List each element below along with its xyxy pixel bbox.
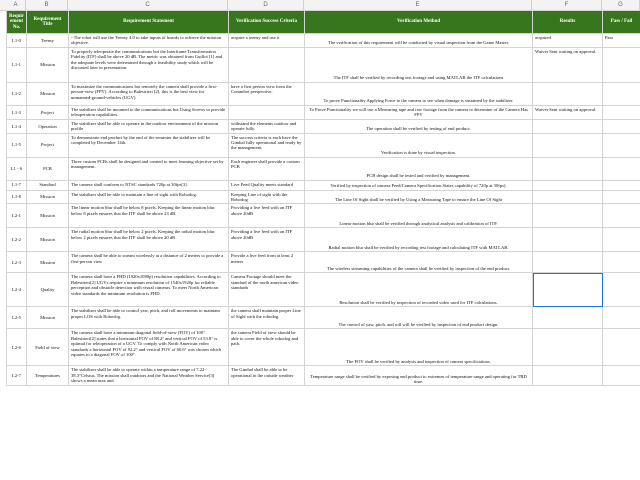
verification-method-cell[interactable]: The ITF shall be verified by recording test footage and using MATLAB the ITF calculations	[305, 47, 533, 82]
pass-fail-cell[interactable]	[603, 307, 640, 329]
verification-method-cell[interactable]: Verification is done by visual inspection.	[305, 133, 533, 157]
table-row	[7, 105, 640, 119]
pass-fail-cell[interactable]	[603, 157, 640, 180]
requirement-title-cell[interactable]: Teensy	[27, 34, 69, 48]
requirement-title-cell[interactable]: Temperatures	[27, 366, 69, 386]
requirement-statement-cell[interactable]: The camera shall have a minimum diagonal field-of-view (FOV) of 100°. Balestrieri[2] states that a horizontal FOV of 88.2° and vertical FOV of 53.8° is optimal for teleoperation of a UGV. To comply with North American video standards a horizontal FOV of 92.2° and vertical FOV of 60.6° was chosen which equates to a diagonal FOV of 100°.	[69, 329, 229, 366]
verification-method-cell[interactable]: The operation shall be verified by testing of end product.	[305, 119, 533, 133]
verification-criteria-cell[interactable]	[229, 47, 305, 82]
verification-criteria-cell[interactable]: Providing a live feed with an ITF above 20dB	[229, 228, 305, 252]
results-cell[interactable]	[533, 82, 603, 105]
verification-method-cell[interactable]: The verification of this requirement will be conducted by visual inspection from the Game Master.	[305, 34, 533, 48]
verification-method-cell[interactable]: Linear motion blur shall be verified through analytical analysis and calibration of ITF.	[305, 204, 533, 228]
requirement-no-cell[interactable]: L1-1	[7, 47, 27, 82]
verification-criteria-cell[interactable]: the camera Field of view should be able to cover the whole robodog and path.	[229, 329, 305, 366]
results-cell[interactable]: Waiver Sent waiting on approval.	[533, 105, 603, 119]
pass-fail-cell[interactable]	[603, 329, 640, 366]
table-row	[7, 82, 640, 105]
pass-fail-cell[interactable]	[603, 47, 640, 82]
column-e-header[interactable]: E	[304, 0, 532, 10]
header-requirement-no[interactable]: Requirement No.	[7, 11, 27, 34]
pass-fail-cell[interactable]	[603, 190, 640, 204]
table-row	[7, 47, 640, 82]
results-cell[interactable]: Waiver Sent waiting on approval.	[533, 47, 603, 82]
requirement-statement-cell[interactable]: The stabilizer shall be mounted to the communications bot Using Screws to provide teleoperation capabilities.	[69, 105, 229, 119]
pass-fail-cell[interactable]	[603, 228, 640, 252]
requirement-no-cell[interactable]: L2-3	[7, 252, 27, 273]
requirement-statement-cell[interactable]: To demonstrate end product by the end of the semester the stabilizer will be completed by December 14th.	[69, 133, 229, 157]
requirement-statement-cell[interactable]: The stabilizer shall be able to control yaw, pitch, and roll movements to maintain proper LOS with Robodog.	[69, 307, 229, 329]
requirement-title-cell[interactable]: Quality	[27, 273, 69, 307]
requirement-no-cell[interactable]: L2-7	[7, 366, 27, 386]
pass-fail-cell[interactable]	[603, 366, 640, 386]
column-d-header[interactable]: D	[228, 0, 304, 10]
results-cell[interactable]	[533, 204, 603, 228]
requirement-title-cell[interactable]: Project	[27, 105, 69, 119]
requirement-title-cell[interactable]: Mission	[27, 82, 69, 105]
pass-fail-cell[interactable]	[603, 119, 640, 133]
verification-criteria-cell[interactable]: Keeping Line of sight with the Robodog	[229, 190, 305, 204]
requirement-title-cell[interactable]: Mission	[27, 228, 69, 252]
requirement-title-cell[interactable]: Mission	[27, 204, 69, 228]
requirement-no-cell[interactable]: L1-7	[7, 180, 27, 190]
column-c-header[interactable]: C	[68, 0, 228, 10]
header-verification-criteria[interactable]: Verification Success Criteria	[229, 11, 305, 34]
requirement-title-cell[interactable]: Operation	[27, 119, 69, 133]
requirement-title-cell[interactable]: Field of view	[27, 329, 69, 366]
requirement-title-cell[interactable]: PCB	[27, 157, 69, 180]
requirements-table	[6, 10, 640, 386]
pass-fail-cell[interactable]	[603, 180, 640, 190]
verification-criteria-cell[interactable]: the camera shall maintain proper Line of Sight with the robodog.	[229, 307, 305, 329]
verification-criteria-cell[interactable]: withstand the elements outdoor and operate fully.	[229, 119, 305, 133]
verification-criteria-cell[interactable]: Providing a live feed with an ITF above 20dB	[229, 204, 305, 228]
results-cell[interactable]	[533, 228, 603, 252]
verification-method-cell[interactable]: Temperature range shall be verified by exposing end product to extremes of temperature range and operating for TBD time.	[305, 366, 533, 386]
pass-fail-cell[interactable]	[603, 204, 640, 228]
results-cell[interactable]	[533, 273, 603, 307]
requirement-statement-cell[interactable]: The camera shall be able to stream wirelessly at a distance of 2 meters to provide a first-person view	[69, 252, 229, 273]
header-results[interactable]: Results	[533, 11, 603, 34]
requirement-statement-cell[interactable]: To maximize the communications bot remotely the camera shall provide a first-person-view (FPV). According to Balestrieri [2], this is the best view for unmanned-ground-vehicles (UGV).	[69, 82, 229, 105]
verification-criteria-cell[interactable]: The success criteria is each have the Gimbal fully operational and ready by the management.	[229, 133, 305, 157]
results-cell[interactable]	[533, 252, 603, 273]
pass-fail-cell[interactable]	[603, 273, 640, 307]
verification-method-cell[interactable]: To prove Functionality Applying Force to the camera to see when damage is sustained by the stabilizer.	[305, 82, 533, 105]
requirement-statement-cell[interactable]: The stabilizer shall be able to operate within a temperature range of 7.22-38.3°Celsius. The mission shall outdoors and the National Weather Service[3] shows a mean max and	[69, 366, 229, 386]
pass-fail-cell[interactable]: Pass	[603, 34, 640, 48]
verification-method-cell[interactable]: Verified by inspection of camera Feed/Camera Specification States capability of 720p at 30fps).	[305, 180, 533, 190]
table-row	[7, 34, 640, 48]
verification-method-cell[interactable]: The control of yaw, pitch, and roll will be verified by inspection of end product design.	[305, 307, 533, 329]
header-pass-fail[interactable]: Pass / Fail	[603, 11, 640, 34]
verification-criteria-cell[interactable]: have a first person view from the Commbot perspective.	[229, 82, 305, 105]
requirement-statement-cell[interactable]: To properly teleoperate the communications bot the Interframe Transformation Fidelity (ITF) shall be above 20 dB. The metric was obtained from Guillot [1] and the adequate levels were determined through a feasibility study which will be discussed later in presentation.	[69, 47, 229, 82]
column-f-header[interactable]: F	[532, 0, 602, 10]
requirement-statement-cell[interactable]: Three custom PCBs shall be designed and created to meet learning objective set by management.	[69, 157, 229, 180]
pass-fail-cell[interactable]	[603, 82, 640, 105]
requirement-statement-cell[interactable]: - The robot will use the Teensy 4.0 to take inputs of boards to achieve the mission objective.	[69, 34, 229, 48]
header-verification-method[interactable]: Verification Method	[305, 11, 533, 34]
requirement-no-cell[interactable]: L2-4	[7, 273, 27, 307]
column-a-header[interactable]: A	[6, 0, 26, 10]
verification-criteria-cell[interactable]: Each engineer shall provide a custom PCB	[229, 157, 305, 180]
table-row	[7, 157, 640, 180]
pass-fail-cell[interactable]	[603, 252, 640, 273]
requirement-title-cell[interactable]: Mission	[27, 190, 69, 204]
verification-method-cell[interactable]: The Line Of Sight shall be verified by Using a Measuring Tape to ensure the Line Of Sight	[305, 190, 533, 204]
requirement-no-cell[interactable]: L1-3	[7, 105, 27, 119]
requirement-no-cell[interactable]: L1-5	[7, 133, 27, 157]
results-cell[interactable]	[533, 190, 603, 204]
requirement-no-cell[interactable]: L2-5	[7, 307, 27, 329]
verification-criteria-cell[interactable]: Provide a live feed from at least 2 meters	[229, 252, 305, 273]
requirement-title-cell[interactable]: Standard	[27, 180, 69, 190]
table-row	[7, 204, 640, 228]
requirement-no-cell[interactable]: L1-2	[7, 82, 27, 105]
table-row	[7, 180, 640, 190]
verification-criteria-cell[interactable]: Live Feed Quality meets standard	[229, 180, 305, 190]
results-cell[interactable]	[533, 180, 603, 190]
requirement-no-cell[interactable]: L2-1	[7, 204, 27, 228]
requirement-title-cell[interactable]: Project	[27, 133, 69, 157]
column-g-header[interactable]: G	[602, 0, 640, 10]
verification-criteria-cell[interactable]: acquire a teensy and use it	[229, 34, 305, 48]
pass-fail-cell[interactable]	[603, 105, 640, 119]
requirement-title-cell[interactable]: Mission	[27, 307, 69, 329]
results-cell[interactable]	[533, 366, 603, 386]
verification-criteria-cell[interactable]	[229, 105, 305, 119]
results-cell[interactable]: acquired	[533, 34, 603, 48]
requirement-statement-cell[interactable]: The camera shall conform to NTSC standards 720p at 30fps[3].	[69, 180, 229, 190]
requirement-no-cell[interactable]: L1-0	[7, 34, 27, 48]
requirement-statement-cell[interactable]: The stabilizer shall be able to operate in the outdoor environment of the mission profile	[69, 119, 229, 133]
table-row	[7, 366, 640, 386]
results-cell[interactable]	[533, 119, 603, 133]
column-b-header[interactable]: B	[26, 0, 68, 10]
requirement-statement-cell[interactable]: The linear motion blur shall be below 8 pixels. Keeping the linear motion blur below 8 pixels ensures that the ITF shall be above 23 dB.	[69, 204, 229, 228]
results-cell[interactable]	[533, 329, 603, 366]
verification-criteria-cell[interactable]: Camera Footage should meet the standard of the north american video standards	[229, 273, 305, 307]
requirement-title-cell[interactable]: Mission	[27, 47, 69, 82]
requirement-no-cell[interactable]: L2-2	[7, 228, 27, 252]
requirement-no-cell[interactable]: L2-6	[7, 329, 27, 366]
requirement-title-cell[interactable]: Mission	[27, 252, 69, 273]
table-row	[7, 329, 640, 366]
verification-method-cell[interactable]: The FOV shall be verified by analysis and inspection of camera specifications.	[305, 329, 533, 366]
verification-method-cell[interactable]: To Prove Functionality we will use a Measuring tape and raw footage from the camera to determine of the Camera Has FPV	[305, 105, 533, 119]
header-row	[7, 11, 640, 34]
verification-criteria-cell[interactable]: The Gimbal shall be able to be operational in the outside weather	[229, 366, 305, 386]
table-row	[7, 252, 640, 273]
verification-method-cell[interactable]: PCB design shall be tested and verified by management.	[305, 157, 533, 180]
table-row	[7, 190, 640, 204]
table-row	[7, 228, 640, 252]
requirement-no-cell[interactable]: L1-8	[7, 190, 27, 204]
header-requirement-title[interactable]: Requirement Title	[27, 11, 69, 34]
results-cell[interactable]	[533, 133, 603, 157]
requirement-statement-cell[interactable]: The stabilizer shall be able to maintain a line of sight with Robodog.	[69, 190, 229, 204]
results-cell[interactable]	[533, 157, 603, 180]
header-requirement-statement[interactable]: Requirement Statement	[69, 11, 229, 34]
requirement-no-cell[interactable]: L1 - 6	[7, 157, 27, 180]
verification-method-cell[interactable]: Radial motion blur shall be verified by recording test footage and calculating ITF with MATLAB.	[305, 228, 533, 252]
requirement-statement-cell[interactable]: The radial motion blur shall be below 2 pixels. Keeping the radial motion blur below 2 pixels ensures that the ITF shall be above 20 dB	[69, 228, 229, 252]
results-cell[interactable]	[533, 307, 603, 329]
pass-fail-cell[interactable]	[603, 133, 640, 157]
table-row	[7, 307, 640, 329]
requirement-statement-cell[interactable]: The camera shall have a FHD (1920x1080p) resolution capabilities. According to Balestrieri[2] UGVs require a minimum resolution of 1540x1920p for reliable perception and obstacle detection with visual cameras. To meet North American video standards the minimum resolution is FHD.	[69, 273, 229, 307]
requirement-no-cell[interactable]: L1-4	[7, 119, 27, 133]
table-row	[7, 273, 640, 307]
table-row	[7, 133, 640, 157]
verification-method-cell[interactable]: Resolution shall be verified by inspection of recorded video used for ITF calculations.	[305, 273, 533, 307]
table-row	[7, 119, 640, 133]
verification-method-cell[interactable]: The wireless streaming capabilities of the camera shall be verified by inspection of the end product.	[305, 252, 533, 273]
